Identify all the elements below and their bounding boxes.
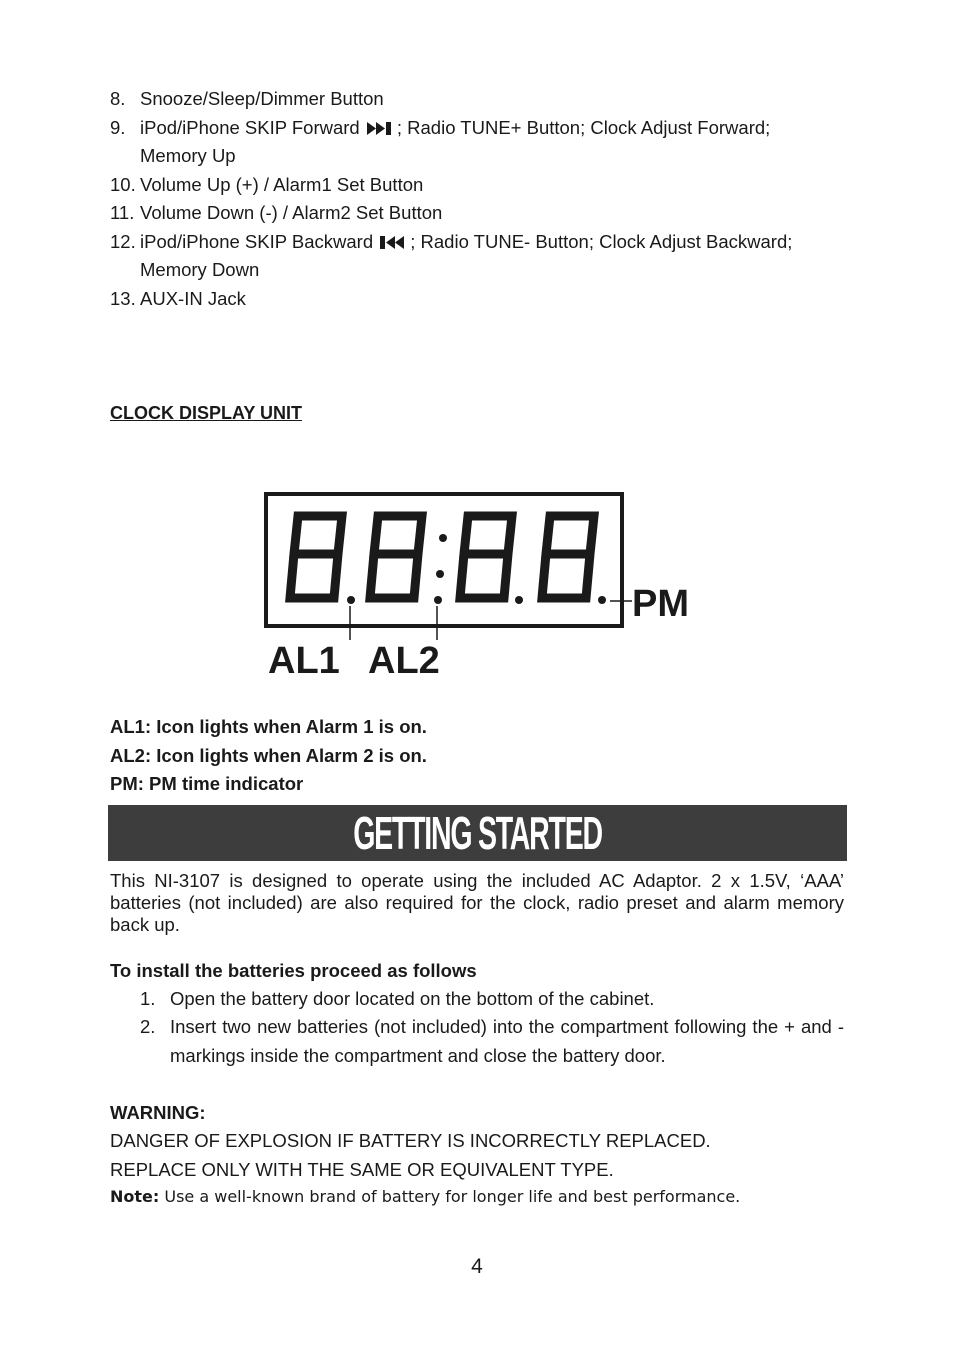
list-item-10: 10. Volume Up (+) / Alarm1 Set Button [110, 174, 424, 195]
digit-segments [290, 516, 594, 598]
skip-forward-icon [367, 115, 395, 144]
clock-display-diagram [260, 488, 710, 683]
install-heading: To install the batteries proceed as follows [110, 960, 477, 981]
note-line [110, 1187, 740, 1206]
note-label: Note: [110, 1187, 160, 1206]
skip-backward-icon [380, 229, 408, 258]
list-item-12: 12. iPod/iPhone SKIP Backward ; Radio TUNE- Button; Clock Adjust Backward; [110, 228, 792, 258]
al2-label: AL2 [368, 640, 440, 682]
warning-line-2: REPLACE ONLY WITH THE SAME OR EQUIVALENT TYPE. [110, 1159, 614, 1180]
getting-started-banner [108, 805, 847, 861]
legend-pm: PM: PM time indicator [110, 773, 304, 794]
list-item-9: 9. iPod/iPhone SKIP Forward ; Radio TUNE+ Button; Clock Adjust Forward; [110, 114, 770, 144]
step-2: 2. Insert two new batteries (not included) into the compartment following the + and - markings inside the compartment and close the battery door. [140, 1016, 844, 1066]
list-item-12-cont: Memory Down [140, 259, 260, 280]
warning-heading: WARNING: [110, 1102, 206, 1123]
legend-al1: AL1: Icon lights when Alarm 1 is on. [110, 716, 427, 737]
pm-label: PM [632, 583, 689, 625]
note-text: Use a well-known brand of battery for longer life and best performance. [159, 1187, 741, 1206]
banner-title: GETTING STARTED [353, 807, 602, 859]
step-1: 1. Open the battery door located on the bottom of the cabinet. [140, 988, 655, 1009]
page-number: 4 [471, 1255, 483, 1278]
intro-paragraph: This NI-3107 is designed to operate using the included AC Adaptor. 2 x 1.5V, ‘AAA’ batteries (not included) are also required for the clock, radio preset and alarm memory back up. [110, 870, 844, 935]
list-item-11: 11. Volume Down (-) / Alarm2 Set Button [110, 202, 443, 223]
warning-line-1: DANGER OF EXPLOSION IF BATTERY IS INCORRECTLY REPLACED. [110, 1130, 711, 1151]
legend-al2: AL2: Icon lights when Alarm 2 is on. [110, 745, 427, 766]
al1-label: AL1 [268, 640, 340, 682]
section-heading-clock: CLOCK DISPLAY UNIT [110, 403, 303, 423]
list-item-9-cont: Memory Up [140, 145, 236, 166]
list-item-13: 13. AUX-IN Jack [110, 288, 246, 309]
list-item-8: 8. Snooze/Sleep/Dimmer Button [110, 88, 384, 109]
